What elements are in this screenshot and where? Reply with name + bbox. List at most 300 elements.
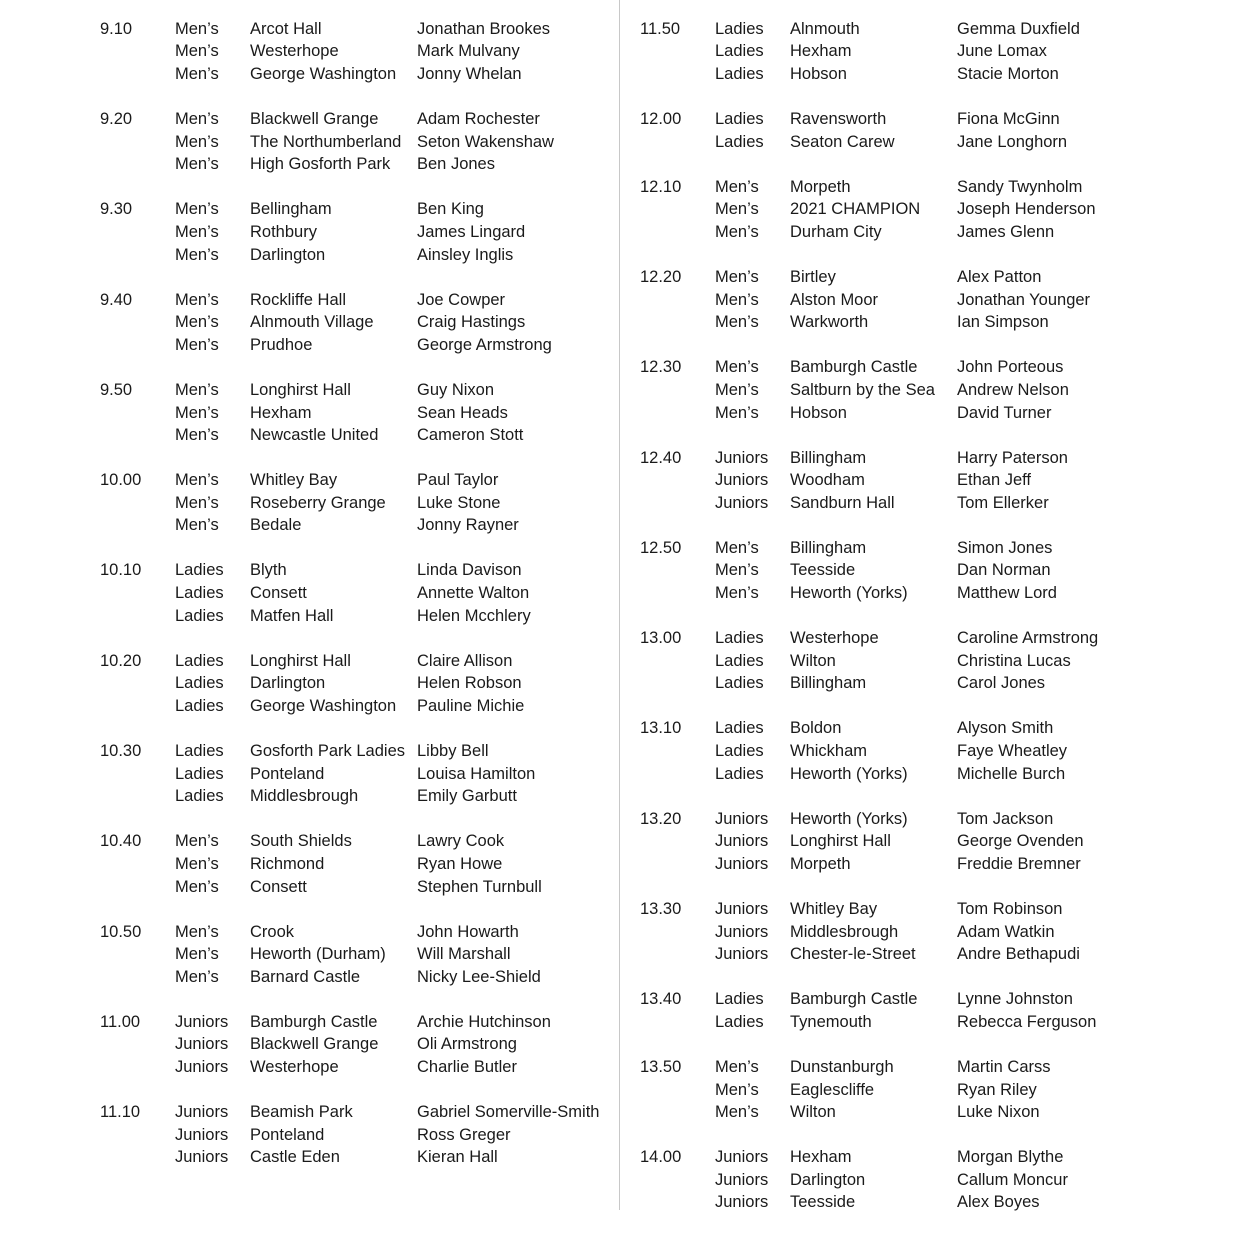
player-name: Mark Mulvany: [417, 42, 520, 61]
player-row: [100, 18, 599, 41]
player-name: Stephen Turnbull: [417, 877, 542, 896]
player-category: Ladies: [175, 651, 224, 670]
player-name: Libby Bell: [417, 742, 489, 761]
player-club: Bamburgh Castle: [250, 1012, 378, 1031]
player-club: Longhirst Hall: [250, 380, 351, 399]
player-row: [640, 740, 1098, 763]
player-row: [100, 153, 599, 176]
player-name: Emily Garbutt: [417, 787, 517, 806]
player-category: Men’s: [175, 945, 219, 964]
player-category: Men’s: [175, 516, 219, 535]
player-name: Louisa Hamilton: [417, 764, 536, 783]
player-name: Jonny Whelan: [417, 64, 522, 83]
player-row: [100, 1056, 599, 1079]
player-row: [100, 876, 599, 899]
player-category: Ladies: [715, 64, 764, 83]
player-name: David Turner: [957, 403, 1052, 422]
player-club: The Northumberland: [250, 132, 402, 151]
player-club: Hobson: [790, 403, 847, 422]
player-category: Ladies: [175, 696, 224, 715]
player-category: Men’s: [175, 313, 219, 332]
player-name: Oli Armstrong: [417, 1035, 517, 1054]
player-club: Birtley: [790, 268, 836, 287]
player-row: [640, 560, 1098, 583]
tee-time-slot: [640, 108, 1098, 153]
player-name: Freddie Bremner: [957, 854, 1081, 873]
player-club: Matfen Hall: [250, 606, 334, 625]
player-category: Ladies: [715, 651, 764, 670]
player-row: [100, 469, 599, 492]
player-club: South Shields: [250, 832, 352, 851]
player-club: Longhirst Hall: [790, 832, 891, 851]
tee-time-slot: [100, 740, 599, 808]
player-category: Men’s: [175, 19, 219, 38]
player-name: Faye Wheatley: [957, 742, 1068, 761]
player-name: Morgan Blythe: [957, 1148, 1064, 1167]
tee-time-slot: [640, 18, 1098, 86]
player-name: George Ovenden: [957, 832, 1084, 851]
player-name: Ethan Jeff: [957, 471, 1032, 490]
player-row: [640, 808, 1098, 831]
player-name: Claire Allison: [417, 651, 513, 670]
tee-time: 11.00: [100, 1012, 141, 1031]
player-row: [640, 718, 1098, 741]
player-row: [640, 311, 1098, 334]
player-name: Archie Hutchinson: [417, 1012, 551, 1031]
player-club: Hexham: [790, 1148, 852, 1167]
player-name: Andrew Nelson: [957, 380, 1069, 399]
player-club: Castle Eden: [250, 1148, 340, 1167]
player-name: Matthew Lord: [957, 584, 1057, 603]
player-row: [640, 199, 1098, 222]
player-club: Middlesbrough: [790, 922, 899, 941]
player-name: Andre Bethapudi: [957, 945, 1080, 964]
player-row: [640, 537, 1098, 560]
tee-time: 10.00: [100, 471, 142, 490]
player-row: [100, 943, 599, 966]
player-category: Ladies: [715, 742, 764, 761]
player-club: Richmond: [250, 854, 325, 873]
player-row: [640, 650, 1098, 673]
player-name: Tom Robinson: [957, 900, 1063, 919]
player-club: Bamburgh Castle: [790, 358, 918, 377]
player-row: [640, 627, 1098, 650]
player-club: Heworth (Yorks): [790, 584, 908, 603]
player-name: Paul Taylor: [417, 471, 499, 490]
tee-time: 12.20: [640, 268, 682, 287]
player-name: Harry Paterson: [957, 448, 1068, 467]
player-club: Boldon: [790, 719, 842, 738]
player-row: [640, 943, 1098, 966]
player-club: Rothbury: [250, 222, 317, 241]
player-row: [640, 898, 1098, 921]
player-row: [640, 921, 1098, 944]
player-club: Eaglescliffe: [790, 1080, 875, 1099]
player-category: Men’s: [715, 538, 759, 557]
player-row: [100, 1034, 599, 1057]
player-club: Consett: [250, 877, 307, 896]
tee-time: 12.30: [640, 358, 682, 377]
player-category: Juniors: [715, 832, 769, 851]
tee-time-slot: [640, 718, 1098, 786]
player-club: Newcastle United: [250, 426, 379, 445]
player-name: Charlie Butler: [417, 1058, 517, 1077]
tee-time: 10.40: [100, 832, 142, 851]
player-name: Christina Lucas: [957, 651, 1071, 670]
tee-time-slot: [640, 989, 1098, 1034]
player-club: Barnard Castle: [250, 967, 361, 986]
player-name: Jonathan Younger: [957, 290, 1091, 309]
player-category: Juniors: [175, 1012, 229, 1031]
player-category: Men’s: [175, 854, 219, 873]
player-name: Alex Patton: [957, 268, 1042, 287]
player-category: Ladies: [715, 110, 764, 129]
player-club: Saltburn by the Sea: [790, 380, 935, 399]
tee-time-slot: [100, 289, 599, 357]
player-category: Juniors: [715, 922, 769, 941]
player-club: Whitley Bay: [250, 471, 338, 490]
player-club: Roseberry Grange: [250, 493, 386, 512]
player-row: [100, 1101, 599, 1124]
player-name: June Lomax: [957, 42, 1047, 61]
player-name: Craig Hastings: [417, 313, 526, 332]
player-category: Men’s: [715, 358, 759, 377]
player-club: Heworth (Durham): [250, 945, 386, 964]
player-row: [640, 108, 1098, 131]
player-club: Tynemouth: [790, 1012, 872, 1031]
player-category: Juniors: [715, 493, 769, 512]
player-name: Luke Stone: [417, 493, 501, 512]
player-club: Longhirst Hall: [250, 651, 351, 670]
player-name: Lawry Cook: [417, 832, 505, 851]
player-name: Adam Watkin: [957, 922, 1055, 941]
player-category: Men’s: [715, 403, 759, 422]
player-category: Men’s: [175, 110, 219, 129]
player-club: Alston Moor: [790, 290, 879, 309]
tee-time-slot: [640, 266, 1098, 334]
player-name: Helen Robson: [417, 674, 522, 693]
player-row: [640, 1011, 1098, 1034]
player-club: Alnmouth: [790, 19, 860, 38]
player-category: Men’s: [175, 222, 219, 241]
player-row: [640, 176, 1098, 199]
player-club: Beamish Park: [250, 1103, 353, 1122]
player-category: Men’s: [715, 268, 759, 287]
player-name: James Glenn: [957, 222, 1055, 241]
player-club: Morpeth: [790, 177, 851, 196]
tee-time-slot: [640, 357, 1098, 425]
player-row: [640, 447, 1098, 470]
player-club: Chester-le-Street: [790, 945, 916, 964]
player-club: Darlington: [250, 674, 326, 693]
tee-time-slot: [100, 560, 599, 628]
player-row: [640, 673, 1098, 696]
player-category: Ladies: [175, 742, 224, 761]
player-category: Ladies: [175, 787, 224, 806]
player-row: [640, 763, 1098, 786]
player-name: Alyson Smith: [957, 719, 1054, 738]
tee-time-slot: [100, 469, 599, 537]
tee-time: 9.20: [100, 110, 133, 129]
tee-time-slot: [640, 447, 1098, 515]
player-club: Woodham: [790, 471, 865, 490]
player-row: [100, 515, 599, 538]
tee-time: 13.00: [640, 629, 682, 648]
player-name: Annette Walton: [417, 584, 530, 603]
player-club: Middlesbrough: [250, 787, 359, 806]
player-row: [640, 1056, 1098, 1079]
player-row: [100, 673, 599, 696]
tee-time-slot: [100, 199, 599, 267]
player-name: Fiona McGinn: [957, 110, 1060, 129]
player-club: Ravensworth: [790, 110, 887, 129]
player-name: Helen Mcchlery: [417, 606, 531, 625]
player-category: Men’s: [175, 335, 219, 354]
player-row: [100, 63, 599, 86]
player-row: [100, 379, 599, 402]
player-category: Ladies: [715, 19, 764, 38]
player-category: Ladies: [175, 674, 224, 693]
player-row: [640, 63, 1098, 86]
player-category: Ladies: [175, 606, 224, 625]
player-row: [100, 424, 599, 447]
tee-time: 13.10: [640, 719, 682, 738]
player-row: [100, 131, 599, 154]
tee-time: 12.50: [640, 538, 682, 557]
tee-time: 13.30: [640, 900, 682, 919]
player-row: [100, 560, 599, 583]
player-row: [640, 221, 1098, 244]
player-name: Rebecca Ferguson: [957, 1012, 1097, 1031]
player-club: Sandburn Hall: [790, 493, 895, 512]
tee-time-slot: [100, 831, 599, 899]
player-club: Crook: [250, 922, 295, 941]
tee-time: 12.40: [640, 448, 682, 467]
tee-times-left-column: [100, 18, 599, 1192]
player-category: Men’s: [175, 403, 219, 422]
player-row: [100, 402, 599, 425]
tee-time-slot: [640, 627, 1098, 695]
player-club: Ponteland: [250, 1125, 325, 1144]
player-club: 2021 CHAMPION: [790, 200, 921, 219]
player-row: [100, 582, 599, 605]
player-category: Juniors: [715, 1193, 769, 1212]
player-name: Pauline Michie: [417, 696, 525, 715]
tee-time: 9.40: [100, 290, 133, 309]
player-club: Alnmouth Village: [250, 313, 374, 332]
player-club: Darlington: [790, 1170, 866, 1189]
player-row: [640, 469, 1098, 492]
player-club: Morpeth: [790, 854, 851, 873]
player-row: [100, 695, 599, 718]
tee-time-slot: [100, 921, 599, 989]
player-category: Juniors: [175, 1125, 229, 1144]
player-name: Carol Jones: [957, 674, 1046, 693]
player-category: Men’s: [175, 471, 219, 490]
player-name: Gabriel Somerville-Smith: [417, 1103, 600, 1122]
player-category: Men’s: [175, 967, 219, 986]
player-row: [100, 1124, 599, 1147]
player-club: Bellingham: [250, 200, 332, 219]
player-category: Juniors: [715, 809, 769, 828]
player-row: [640, 289, 1098, 312]
player-category: Juniors: [715, 1148, 769, 1167]
player-club: Bedale: [250, 516, 302, 535]
player-club: George Washington: [250, 696, 397, 715]
player-category: Juniors: [175, 1148, 229, 1167]
player-category: Men’s: [175, 64, 219, 83]
player-category: Juniors: [715, 448, 769, 467]
player-category: Juniors: [715, 945, 769, 964]
player-row: [640, 379, 1098, 402]
player-name: Ryan Riley: [957, 1080, 1037, 1099]
player-category: Men’s: [175, 42, 219, 61]
player-row: [640, 1101, 1098, 1124]
player-name: Ainsley Inglis: [417, 245, 514, 264]
player-category: Men’s: [715, 1080, 759, 1099]
tee-time-slot: [640, 176, 1098, 244]
player-club: Blackwell Grange: [250, 1035, 379, 1054]
player-club: Durham City: [790, 222, 882, 241]
player-category: Men’s: [175, 155, 219, 174]
player-name: Lynne Johnston: [957, 990, 1073, 1009]
player-name: Dan Norman: [957, 561, 1051, 580]
tee-time-slot: [100, 379, 599, 447]
player-category: Men’s: [715, 584, 759, 603]
player-category: Men’s: [175, 877, 219, 896]
player-name: Ben King: [417, 200, 484, 219]
column-divider: [619, 0, 620, 1210]
player-club: Westerhope: [250, 1058, 339, 1077]
player-club: Teesside: [790, 561, 856, 580]
player-club: Hexham: [790, 42, 852, 61]
player-name: Simon Jones: [957, 538, 1053, 557]
player-row: [100, 289, 599, 312]
player-name: George Armstrong: [417, 335, 552, 354]
player-category: Men’s: [175, 426, 219, 445]
tee-times-right-column: [640, 18, 1098, 1237]
player-category: Men’s: [715, 1103, 759, 1122]
player-club: Bamburgh Castle: [790, 990, 918, 1009]
player-club: Ponteland: [250, 764, 325, 783]
tee-time: 9.30: [100, 200, 133, 219]
player-category: Juniors: [715, 1170, 769, 1189]
player-category: Ladies: [175, 561, 224, 580]
player-category: Men’s: [175, 290, 219, 309]
player-category: Ladies: [715, 990, 764, 1009]
player-name: Linda Davison: [417, 561, 522, 580]
tee-time-slot: [100, 1101, 599, 1169]
player-row: [640, 582, 1098, 605]
player-row: [100, 199, 599, 222]
player-name: John Howarth: [417, 922, 519, 941]
player-name: Guy Nixon: [417, 380, 495, 399]
tee-time-slot: [640, 1146, 1098, 1214]
player-row: [100, 763, 599, 786]
player-category: Men’s: [175, 245, 219, 264]
player-name: Will Marshall: [417, 945, 511, 964]
player-row: [100, 221, 599, 244]
player-category: Men’s: [715, 561, 759, 580]
player-club: Billingham: [790, 448, 867, 467]
player-category: Men’s: [715, 222, 759, 241]
player-row: [640, 1169, 1098, 1192]
player-club: Warkworth: [790, 313, 869, 332]
player-club: Westerhope: [250, 42, 339, 61]
player-club: Arcot Hall: [250, 19, 322, 38]
tee-time: 9.50: [100, 380, 133, 399]
tee-time: 10.10: [100, 561, 142, 580]
player-category: Men’s: [715, 200, 759, 219]
player-name: Jonathan Brookes: [417, 19, 551, 38]
player-category: Men’s: [175, 832, 219, 851]
player-club: Blackwell Grange: [250, 110, 379, 129]
tee-time-slot: [100, 650, 599, 718]
tee-time: 12.10: [640, 177, 682, 196]
tee-time: 13.20: [640, 809, 682, 828]
player-club: Whickham: [790, 742, 868, 761]
player-name: Jonny Rayner: [417, 516, 519, 535]
player-category: Ladies: [715, 719, 764, 738]
player-row: [640, 492, 1098, 515]
player-name: Ryan Howe: [417, 854, 503, 873]
player-club: Heworth (Yorks): [790, 764, 908, 783]
player-row: [100, 244, 599, 267]
player-club: Prudhoe: [250, 335, 313, 354]
player-category: Men’s: [175, 493, 219, 512]
tee-time-slot: [640, 898, 1098, 966]
player-row: [640, 266, 1098, 289]
tee-time: 10.30: [100, 742, 142, 761]
player-category: Men’s: [715, 290, 759, 309]
player-club: Consett: [250, 584, 307, 603]
player-club: George Washington: [250, 64, 397, 83]
player-row: [640, 831, 1098, 854]
player-row: [640, 18, 1098, 41]
player-name: Sean Heads: [417, 403, 508, 422]
player-row: [640, 357, 1098, 380]
tee-time: 11.10: [100, 1103, 141, 1122]
player-row: [640, 402, 1098, 425]
player-row: [100, 311, 599, 334]
player-name: Caroline Armstrong: [957, 629, 1099, 648]
player-category: Ladies: [715, 629, 764, 648]
player-category: Ladies: [715, 132, 764, 151]
player-row: [640, 853, 1098, 876]
player-category: Ladies: [715, 1012, 764, 1031]
player-name: Sandy Twynholm: [957, 177, 1083, 196]
player-club: Westerhope: [790, 629, 879, 648]
player-category: Men’s: [175, 380, 219, 399]
player-category: Juniors: [175, 1058, 229, 1077]
player-row: [100, 334, 599, 357]
tee-time-slot: [640, 1056, 1098, 1124]
player-category: Juniors: [175, 1035, 229, 1054]
player-club: Dunstanburgh: [790, 1057, 894, 1076]
player-category: Juniors: [715, 900, 769, 919]
player-row: [100, 650, 599, 673]
player-row: [640, 1192, 1098, 1215]
tee-time: 10.50: [100, 922, 142, 941]
player-category: Ladies: [715, 42, 764, 61]
player-row: [100, 605, 599, 628]
player-category: Men’s: [715, 380, 759, 399]
player-row: [100, 1011, 599, 1034]
player-row: [100, 492, 599, 515]
player-name: Martin Carss: [957, 1057, 1051, 1076]
player-row: [100, 1147, 599, 1170]
player-row: [100, 108, 599, 131]
